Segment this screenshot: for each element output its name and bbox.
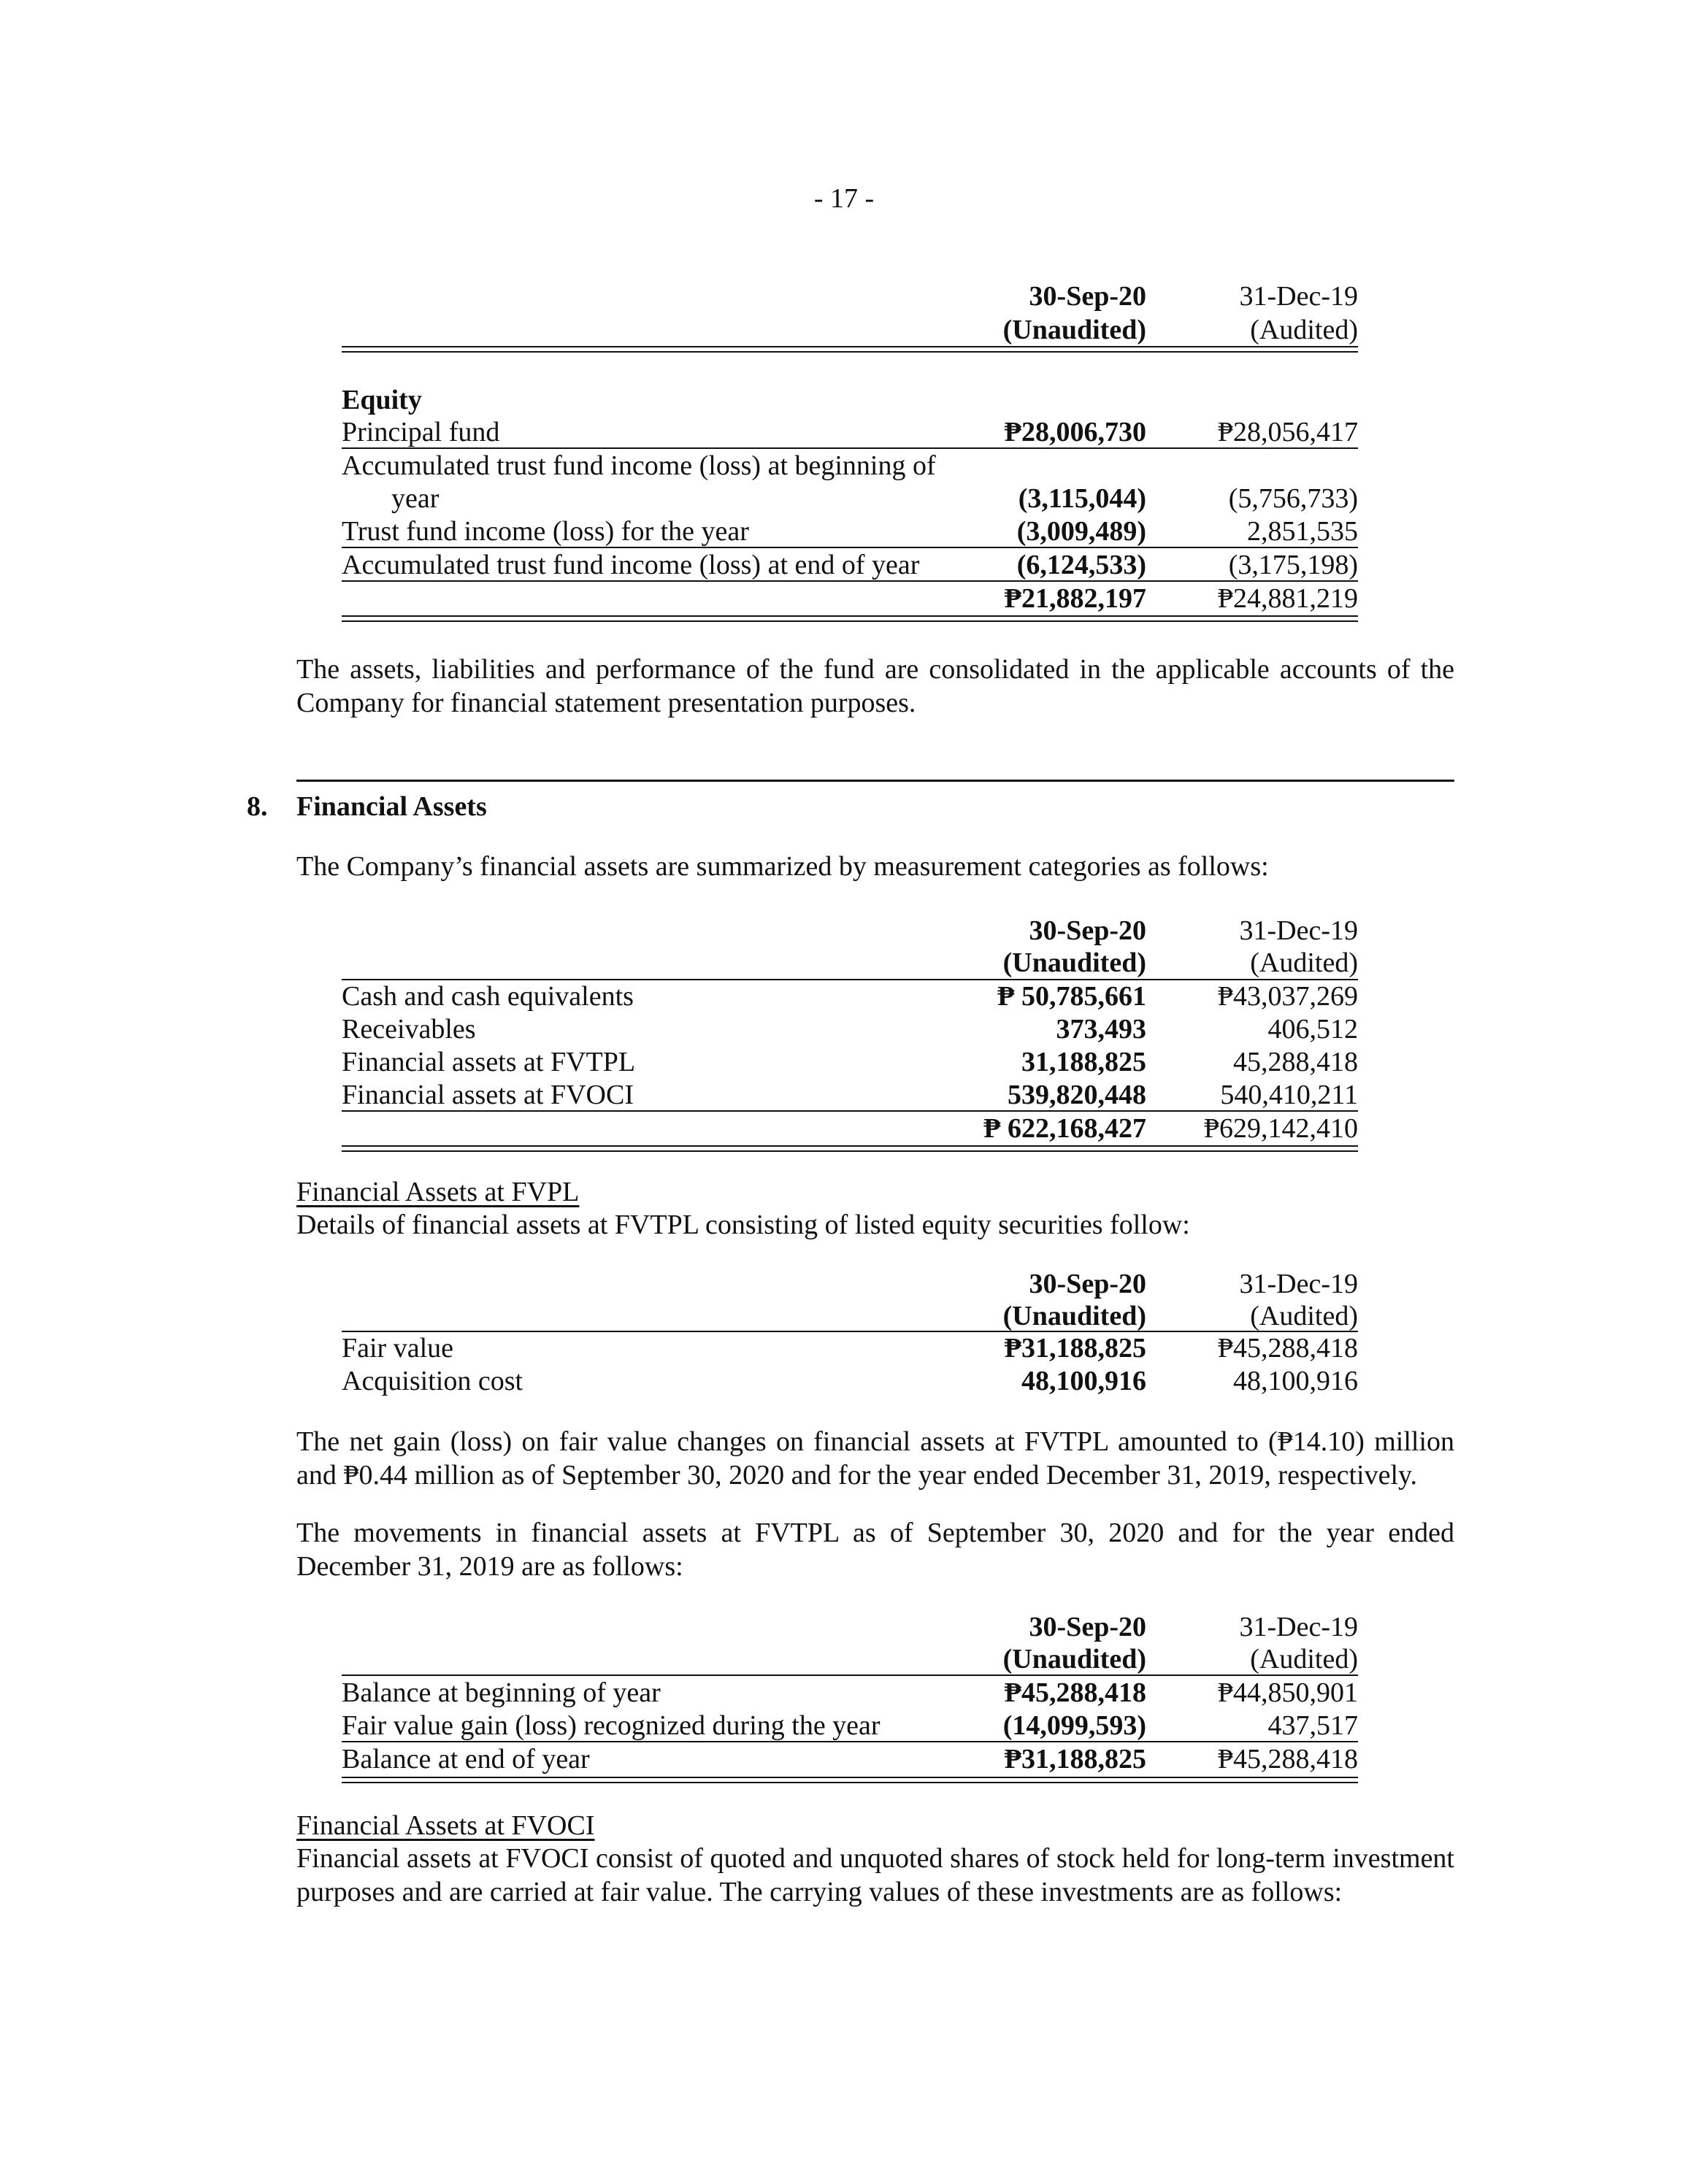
section-rule (296, 780, 1454, 782)
cell-value: 539,820,448 (1008, 1080, 1146, 1110)
cell-value: 48,100,916 (1021, 1366, 1146, 1396)
section-title: Financial Assets (296, 791, 487, 822)
fvpl-heading-text: Financial Assets at FVPL (296, 1177, 580, 1207)
column-header: (Audited) (1250, 1644, 1358, 1674)
row-label: Financial assets at FVTPL (342, 1047, 636, 1077)
cell-value: ₱45,288,418 (1217, 1744, 1358, 1774)
row-label: Balance at end of year (342, 1744, 590, 1774)
column-header: 30-Sep-20 (1029, 1612, 1146, 1642)
table-row (0, 1742, 1688, 1776)
table-header-row (0, 946, 1688, 980)
cell-value: (14,099,593) (1002, 1710, 1146, 1741)
cell-value: ₱44,850,901 (1217, 1677, 1358, 1708)
column-header: (Unaudited) (1002, 947, 1146, 978)
cell-value: ₱45,288,418 (1004, 1677, 1146, 1708)
cell-value: 45,288,418 (1233, 1047, 1358, 1077)
paragraph-movements: The movements in financial assets at FVTPL as of September 30, 2020 and for the year ended December 31, 2019 are as follows: (296, 1518, 1454, 1582)
table-header-row (0, 1299, 1688, 1333)
total-double-rule (342, 1777, 1358, 1783)
total-value: ₱24,881,219 (1217, 583, 1358, 614)
total-double-rule (342, 615, 1358, 622)
column-header: (Audited) (1250, 947, 1358, 978)
cell-value: (3,115,044) (1018, 483, 1146, 514)
cell-value: 540,410,211 (1220, 1080, 1358, 1110)
table-header-row (0, 1642, 1688, 1676)
total-row (0, 582, 1688, 615)
table-row (0, 1078, 1688, 1112)
column-header: 31-Dec-19 (1239, 281, 1358, 312)
equity-heading: Equity (342, 385, 422, 415)
table-row (0, 482, 1688, 515)
fvpl-heading (296, 1175, 1454, 1209)
cell-value: (3,009,489) (1016, 516, 1146, 547)
cell-value: ₱31,188,825 (1004, 1333, 1146, 1364)
table-row (0, 548, 1688, 582)
cell-value: 31,188,825 (1021, 1047, 1146, 1077)
cell-value: ₱ 50,785,661 (997, 981, 1146, 1012)
fvoci-heading-text: Financial Assets at FVOCI (296, 1810, 595, 1841)
row-label: Accumulated trust fund income (loss) at end of year (342, 550, 920, 580)
table-row (0, 1012, 1688, 1046)
row-label: Fair value (342, 1333, 454, 1364)
column-header: (Audited) (1250, 315, 1358, 345)
table-row (0, 980, 1688, 1013)
table-row (0, 1045, 1688, 1079)
total-value: ₱21,882,197 (1004, 583, 1146, 614)
table-header-row (0, 914, 1688, 947)
fvoci-paragraph: Financial assets at FVOCI consist of quoted and unquoted shares of stock held for long-term investment purposes and are carried at fair value. The carrying values of these investments are as follows: (296, 1843, 1454, 1907)
cell-value: (5,756,733) (1228, 483, 1358, 514)
row-label: Trust fund income (loss) for the year (342, 516, 749, 547)
row-label: Balance at beginning of year (342, 1677, 661, 1708)
row-label: Accumulated trust fund income (loss) at beginning of (342, 450, 936, 481)
table-row (0, 415, 1688, 449)
total-double-rule (342, 1145, 1358, 1152)
column-header: 30-Sep-20 (1029, 1269, 1146, 1299)
table-row (0, 1331, 1688, 1365)
row-label: Cash and cash equivalents (342, 981, 634, 1012)
column-header: (Unaudited) (1002, 1644, 1146, 1674)
table-row (0, 1676, 1688, 1710)
table-header-row (0, 280, 1688, 313)
table-row (0, 449, 1688, 482)
page-number: - 17 - (813, 183, 875, 214)
cell-value: ₱31,188,825 (1004, 1744, 1146, 1774)
row-label: Acquisition cost (342, 1366, 523, 1396)
total-value: ₱629,142,410 (1203, 1113, 1358, 1144)
fvoci-heading (296, 1809, 1454, 1842)
row-label: Fair value gain (loss) recognized during the year (342, 1710, 881, 1741)
table-header-row (0, 1267, 1688, 1301)
paragraph-summary: The Company’s financial assets are summarized by measurement categories as follows: (296, 851, 1269, 882)
table-row (0, 1364, 1688, 1398)
paragraph-consolidated: The assets, liabilities and performance of the fund are consolidated in the applicable accounts of the Company for financial statement presentation purposes. (296, 654, 1454, 718)
cell-value: ₱28,006,730 (1004, 417, 1146, 447)
cell-value: ₱43,037,269 (1217, 981, 1358, 1012)
column-header: 31-Dec-19 (1239, 1269, 1358, 1299)
column-header: 31-Dec-19 (1239, 915, 1358, 946)
table-row (0, 383, 1688, 417)
cell-value: (3,175,198) (1228, 550, 1358, 580)
section-number: 8. (247, 791, 268, 822)
cell-value: 373,493 (1056, 1014, 1146, 1045)
total-value: ₱ 622,168,427 (983, 1113, 1146, 1144)
cell-value: 2,851,535 (1247, 516, 1358, 547)
table-row (0, 515, 1688, 548)
cell-value: 437,517 (1267, 1710, 1358, 1741)
row-label: year (391, 483, 440, 514)
total-row (0, 1112, 1688, 1145)
column-header: (Unaudited) (1002, 1301, 1146, 1331)
paragraph-net-gain: The net gain (loss) on fair value changes on financial assets at FVTPL amounted to (₱14.10) million and ₱0.44 million as of September 30, 2020 and for the year ended December 31, 2019, respectively. (296, 1426, 1454, 1491)
table-header-row (0, 1610, 1688, 1644)
row-label: Financial assets at FVOCI (342, 1080, 634, 1110)
table-row (0, 1709, 1688, 1742)
column-header: 30-Sep-20 (1029, 281, 1146, 312)
row-label: Principal fund (342, 417, 500, 447)
column-header: (Audited) (1250, 1301, 1358, 1331)
cell-value: 48,100,916 (1233, 1366, 1358, 1396)
column-header: (Unaudited) (1002, 315, 1146, 345)
column-header: 31-Dec-19 (1239, 1612, 1358, 1642)
column-header: 30-Sep-20 (1029, 915, 1146, 946)
row-label: Receivables (342, 1014, 476, 1045)
cell-value: 406,512 (1267, 1014, 1358, 1045)
cell-value: ₱45,288,418 (1217, 1333, 1358, 1364)
table-header-row (0, 313, 1688, 347)
header-double-rule (342, 346, 1358, 353)
cell-value: (6,124,533) (1016, 550, 1146, 580)
cell-value: ₱28,056,417 (1217, 417, 1358, 447)
fvpl-intro: Details of financial assets at FVTPL consisting of listed equity securities follow: (296, 1210, 1190, 1240)
